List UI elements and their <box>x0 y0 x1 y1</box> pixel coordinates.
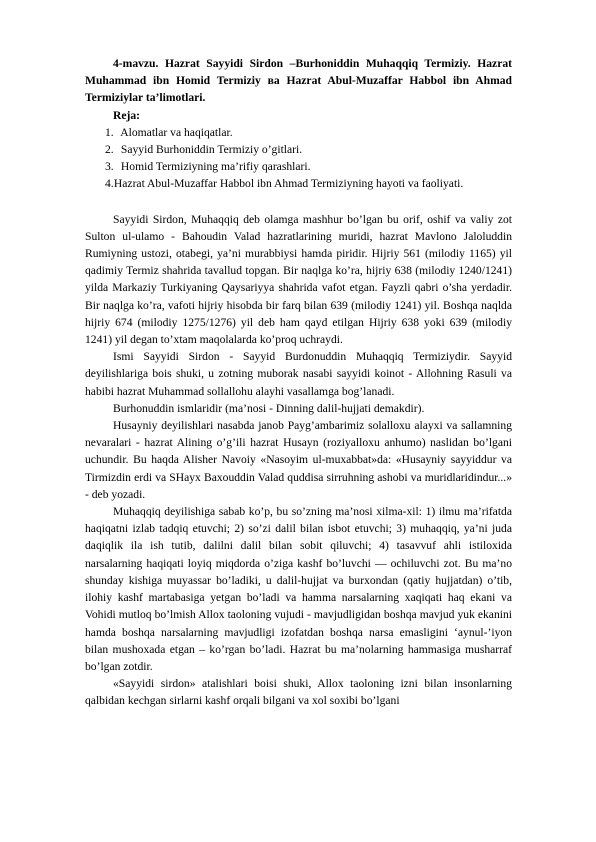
document-body <box>85 55 512 710</box>
body-paragraph: Sayyidi Sirdon, Muhaqqiq deb olamga mashhur bo’lgan bu orif, oshif va valiy zot Sulton ul-ulamo - Bahoudin Valad hazratlarining muridi, hazrat Mavlono Jaloluddin Rumiyning ustozi, otabegi, ya’ni murabbiysi hamda piridir. Hijriy 561 (milodiy 1165) yil qadimiy Termiz shahrida tavallud topgan. Bir naqlga ko’ra, hijriy 638 (milodiy 1240/1241) yilda Markaziy Turkiyaning Qaysariyya shahrida vafot etgan. Fayzli qabri o’sha yerdadir. Bir naqlga ko’ra, vafoti hijriy hisobda bir farq bilan 639 (milodiy 1241) yil. Boshqa naqlda hijriy 674 (milodiy 1275/1276) yil deb ham qayd etilgan Hijriy 638 yoki 639 (milodiy 1241) yil degan to’xtam maqolalarda ko’proq uchraydi. <box>85 212 512 347</box>
plan-label: Reja: <box>113 108 141 122</box>
plan-item <box>85 175 512 192</box>
plan-item <box>85 141 512 158</box>
plan-item-text: Homid Termiziyning ma’rifiy qarashlari. <box>120 160 311 174</box>
plan-item-text: Hazrat Abul-Muzaffar Habbol ibn Ahmad Termiziyning hayoti va faoliyati. <box>113 177 464 191</box>
body-paragraph: Muhaqqiq deyilishiga sabab ko’p, bu so’zning ma’nosi xilma-xil: 1) ilmu ma’rifatda haqiqatni izlab tadqiq etuvchi; 2) so’zi dalil bilan isbot etuvchi; 3) muhaqqiq, ya’ni juda daqiqlik ila ish tutib, dalilni dalil bilan sobit qiluvchi; 4) tasavvuf ahli istiloxida narsalarning haqiqati loyiq miqdorda o’ziga kashf bo’luvchi — ochiluvchi zot. Bu ma’no shunday kishiga muyassar bo’ladiki, u dalil-hujjat va burxondan (qatiy hujjatdan) o’tib, ilohiy kashf martabasiga yetgan bo’ladi va hamma narsalarning xaqiqati haq ekani va Vohidi mutloq bo’lmish Allox taoloning vujudi - mavjudligidan boshqa mavjud yuk ekanini hamda boshqa narsalarning mavjudligi izofatdan boshqa narsa emasligini ‘aynul-’iyon bilan mushoxada etgan – ko’rgan bo’ladi. Hazrat bu ma’nolarning hammasiga musharraf bo’lgan zotdir. <box>85 505 512 673</box>
plan-item-text: Alomatlar va haqiqatlar. <box>120 125 233 139</box>
body-paragraph: Ismi Sayyidi Sirdon - Sayyid Burdonuddin Muhaqqiq Termiziydir. Sayyid deyilishlariga bois shuki, u zotning muborak nasabi sayyidi koinot - Allohning Rasuli va habibi hazrat Muhammad sollallohu alayhi vasallamga bog’lanadi. <box>85 350 512 398</box>
spacer <box>85 193 512 211</box>
plan-item-text: Sayyid Burhoniddin Termiziy o’gitlari. <box>120 143 303 157</box>
plan-item <box>85 124 512 141</box>
lesson-title: 4-mavzu. Hazrat Sayyidi Sirdon –Burhoniddin Muhaqqiq Termiziy. Hazrat Muhammad ibn Homid Termiziy ва Hazrat Abul-Muzaffar Habbol ibn Ahmad Termiziylar ta’limotlari. <box>85 57 512 105</box>
plan-item-number: 4. <box>105 177 114 191</box>
plan-item <box>85 158 512 175</box>
plan-item-number: 2. <box>105 143 114 157</box>
plan-item-number: 3. <box>105 160 114 174</box>
body-paragraph: Husayniy deyilishlari nasabda janob Payg’ambarimiz solalloxu alayxi va sallamning nevaralari - hazrat Alining o’g’ili hazrat Husayn (roziyalloxu anhumo) naslidan bo’lgani uchundir. Bu haqda Alisher Navoiy «Nasoyim ul-muxabbat»da: «Husayniy sayyiddur va Tirmizdin erdi va SHayx Baxouddin Valad quddisa sirruhning ashobi va muridlaridindur...» - deb yozadi. <box>85 419 512 501</box>
plan-item-number: 1. <box>105 125 114 139</box>
body-paragraph: «Sayyidi sirdon» atalishlari boisi shuki, Allox taoloning izni bilan insonlarning qalbidan kechgan sirlarni kashf orqali bilgani va xol soxibi bo’lgani <box>85 677 512 708</box>
body-paragraph: Burhonuddin ismlaridir (ma’nosi - Dinning dalil-hujjati demakdir). <box>113 401 425 415</box>
plan-list <box>85 124 512 193</box>
